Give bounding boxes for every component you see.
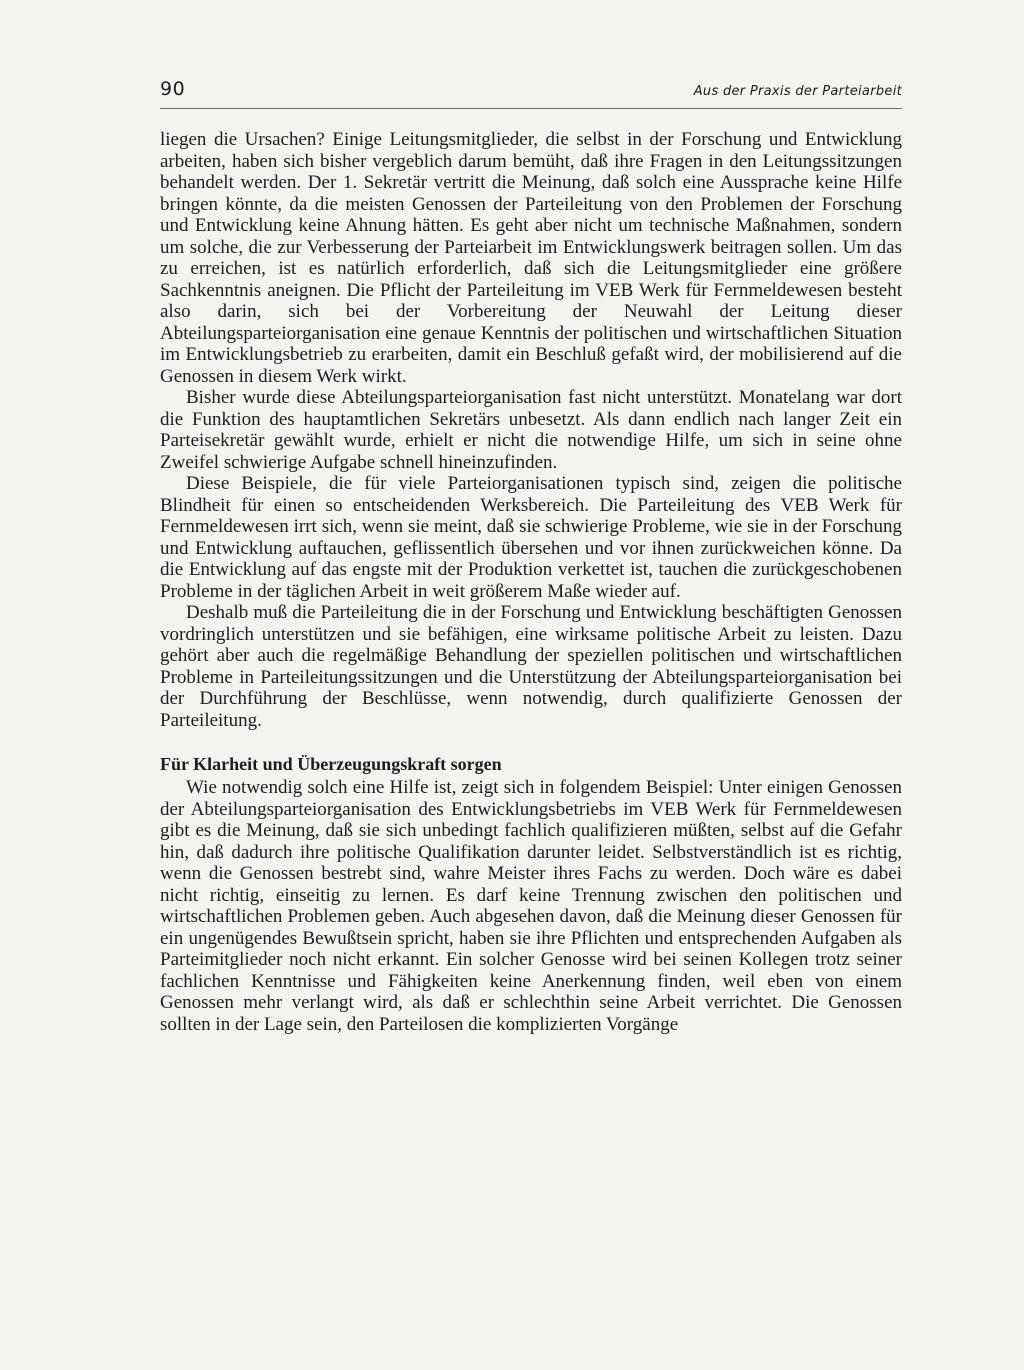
paragraph: Deshalb muß die Parteileitung die in der Forschung und Entwicklung beschäftigten Genossen vordringlich unterstützen und sie befähigen, eine wirksame politische Arbeit zu leisten. Dazu gehört aber auch die regelmäßige Behandlung der speziellen politischen und wirtschaftlichen Probleme in Parteileitungssitzungen und die Unterstützung der Abteilungsparteiorganisation bei der Durchführung der Beschlüsse, wenn notwendig, durch qualifizierte Genossen der Parteileitung. (160, 602, 902, 731)
section-heading: Für Klarheit und Überzeugungskraft sorgen (160, 754, 502, 774)
body-text (160, 129, 902, 1035)
page-number: 90 (160, 78, 186, 100)
document-page (160, 78, 902, 1035)
paragraph-continuation: liegen die Ursachen? Einige Leitungsmitglieder, die selbst in der Forschung und Entwicklung arbeiten, haben sich bisher vergeblich darum bemüht, daß ihre Fragen in den Leitungssitzungen behandelt werden. Der 1. Sekretär vertritt die Meinung, daß solch eine Aussprache keine Hilfe bringen könnte, da die meisten Genossen der Parteileitung von den Problemen der Forschung und Entwicklung keine Ahnung hätten. Es geht aber nicht um technische Maßnahmen, sondern um solche, die zur Verbesserung der Parteiarbeit im Entwicklungswerk beitragen sollen. Um das zu erreichen, ist es natürlich erforderlich, daß sich die Leitungsmitglieder eine größere Sachkenntnis aneignen. Die Pflicht der Parteileitung im VEB Werk für Fernmeldewesen besteht also darin, sich bei der Vorbereitung der Neuwahl der Leitung dieser Abteilungsparteiorganisation eine genaue Kenntnis der politischen und wirtschaftlichen Situation im Entwicklungsbetrieb zu erarbeiten, damit ein Beschluß gefaßt wird, der mobilisierend auf die Genossen in diesem Werk wirkt. (160, 129, 902, 387)
page-header (160, 78, 902, 109)
paragraph: Wie notwendig solch eine Hilfe ist, zeigt sich in folgendem Beispiel: Unter einigen Genossen der Abteilungsparteiorganisation des Entwicklungsbetriebs im VEB Werk für Fernmeldewesen gibt es die Meinung, daß sie sich unbedingt fachlich qualifizieren müßten, selbst auf die Gefahr hin, daß dadurch ihre politische Qualifikation darunter leidet. Selbstverständlich ist es richtig, wenn die Genossen bestrebt sind, wahre Meister ihres Fachs zu werden. Doch wäre es dabei nicht richtig, einseitig zu lernen. Es darf keine Trennung zwischen den politischen und wirtschaftlichen Problemen geben. Auch abgesehen davon, daß die Meinung dieser Genossen für ein ungenügendes Bewußtsein spricht, haben sie ihre Pflichten und entsprechenden Aufgaben als Parteimitglieder noch nicht erkannt. Ein solcher Genosse wird bei seinen Kollegen trotz seiner fachlichen Kenntnisse und Fähigkeiten keine Anerkennung finden, weil eben von einem Genossen mehr verlangt wird, als daß er schlechthin seine Arbeit verrichtet. Die Genossen sollten in der Lage sein, den Parteilosen die komplizierten Vorgänge (160, 777, 902, 1035)
paragraph: Bisher wurde diese Abteilungsparteiorganisation fast nicht unterstützt. Monatelang war dort die Funktion des hauptamtlichen Sekretärs unbesetzt. Als dann endlich nach langer Zeit ein Parteisekretär gewählt wurde, erhielt er nicht die notwendige Hilfe, um sich in seine ohne Zweifel schwierige Aufgabe schnell hineinzufinden. (160, 387, 902, 473)
running-head: Aus der Praxis der Parteiarbeit (693, 84, 902, 99)
paragraph: Diese Beispiele, die für viele Parteiorganisationen typisch sind, zeigen die politische Blindheit für einen so entscheidenden Werksbereich. Die Parteileitung des VEB Werk für Fernmeldewesen irrt sich, wenn sie meint, daß sie schwierige Probleme, wie sie in der Forschung und Entwicklung auftauchen, geflissentlich übersehen und vor ihnen zurückweichen könne. Da die Entwicklung auf das engste mit der Produktion verkettet ist, tauchen die zurückgeschobenen Probleme in der täglichen Arbeit in weit größerem Maße wieder auf. (160, 473, 902, 602)
